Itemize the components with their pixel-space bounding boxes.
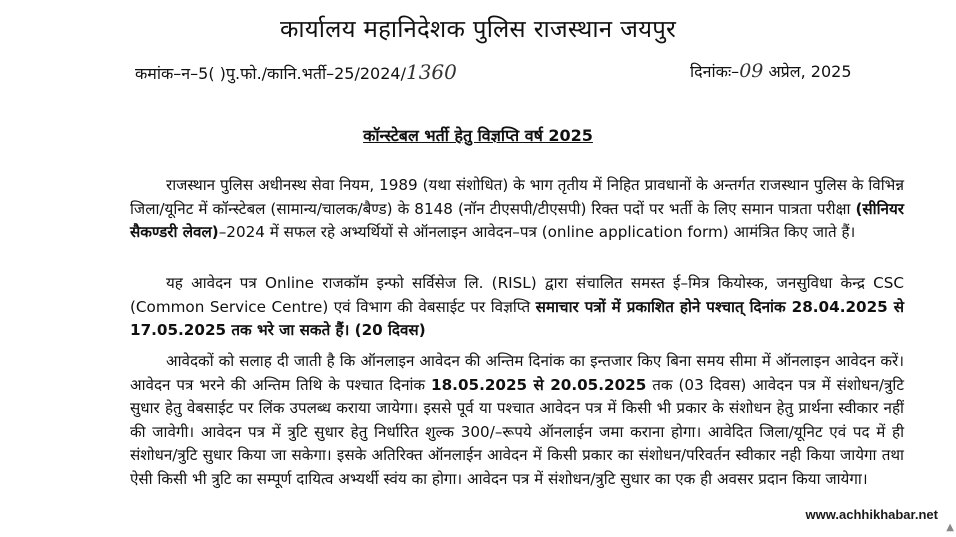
office-title: कार्यालय महानिदेशक पुलिस राजस्थान जयपुर bbox=[279, 15, 677, 43]
p1-bold-level: (सीनियर सैकण्डरी लेवल) bbox=[130, 199, 904, 241]
site-watermark: www.achhikhabar.net bbox=[802, 506, 942, 523]
p3-text-c: तक (03 दिवस) आवेदन पत्र में संशोधन/त्रुटि सुधार हेतु वेबसाईट पर लिंक उपलब्ध कराया जायेगा। इससे पूर्व या पश्चात आवेदन पत्र में किसी भी प्रकार के संशोधन हेतु प्रार्थना स्वीकार नहीं की जावेगी। आवेदन पत्र में त्रुटि सुधार हेतु निर्धारित शुल्क 300/–रूपये ऑनलाईन जमा कराना होगा। आवेदित जिला/यूनिट एवं पद में ही संशोधन/त्रुटि सुधार किया जा सकेगा। इसके अतिरिक्त ऑनलाईन आवेदन में किसी प्रकार का संशोधन/परिवर्तन स्वीकार नही किया जायेगा तथा ऐसी किसी भी त्रुटि का सम्पूर्ण दायित्व अभ्यर्थी स्वंय का होगा। आवेदन पत्र में संशोधन/त्रुटि सुधार का एक ही अवसर प्रदान किया जायेगा। bbox=[130, 375, 905, 488]
date-month-year: अप्रेल, 2025 bbox=[763, 62, 852, 81]
reference-handwritten-number: 1360 bbox=[405, 60, 457, 84]
issue-date bbox=[690, 60, 852, 82]
reference-text: कमांक–न–5( )पु.फो./कानि.भर्ती–25/2024/ bbox=[135, 64, 406, 83]
paragraph-application-window bbox=[130, 272, 904, 343]
date-label: दिनांकः– bbox=[690, 62, 740, 81]
reference-number bbox=[135, 60, 457, 84]
p3-bold-dates: 18.05.2025 से 20.05.2025 bbox=[431, 375, 647, 394]
date-handwritten-day: 09 bbox=[739, 60, 764, 82]
notice-heading: कॉन्स्टेबल भर्ती हेतु विज्ञप्ति वर्ष 2025 bbox=[363, 126, 593, 145]
paragraph-eligibility bbox=[130, 174, 904, 245]
corner-triangle-icon: ▲ bbox=[946, 522, 954, 533]
paragraph-correction-window bbox=[130, 350, 904, 491]
p1-text-a: राजस्थान पुलिस अधीनस्थ सेवा नियम, 1989 (यथा संशोधित) के भाग तृतीय में निहित प्रावधानों के अन्तर्गत राजस्थान पुलिस के विभिन्न जिला/यूनिट में कॉन्स्टेबल (सामान्य/चालक/बैण्ड) के 8148 (नॉन टीएसपी/टीएसपी) रिक्त पदों पर भर्ती के लिए समान पात्रता परीक्षा bbox=[130, 176, 904, 218]
p1-text-c: –2024 में सफल रहे अभ्यर्थियों से ऑनलाइन आवेदन–पत्र (online application form) आमंत्रित किए जाते हैं। bbox=[218, 223, 856, 241]
p2-bold-dates: समाचार पत्रों में प्रकाशित होने पश्चात् दिनांक 28.04.2025 से 17.05.2025 तक भरे जा सकते हैं। (20 दिवस) bbox=[130, 297, 904, 339]
p3-text-a: आवेदकों को सलाह दी जाती है कि ऑनलाइन आवेदन की अन्तिम दिनांक का इन्तजार किए बिना समय सीमा में ऑनलाइन आवेदन करें। आवेदन पत्र भरने की अन्तिम तिथि के पश्चात दिनांक bbox=[130, 352, 904, 394]
p2-text-a: यह आवेदन पत्र Online राजकॉम इन्फो सर्विसेज लि. (RISL) द्वारा संचालित समस्त ई–मित्र कियोस्क, जनसुविधा केन्द्र CSC (Common Service Centre) एवं विभाग की वेबसाईट पर विज्ञप्ति bbox=[130, 274, 904, 316]
